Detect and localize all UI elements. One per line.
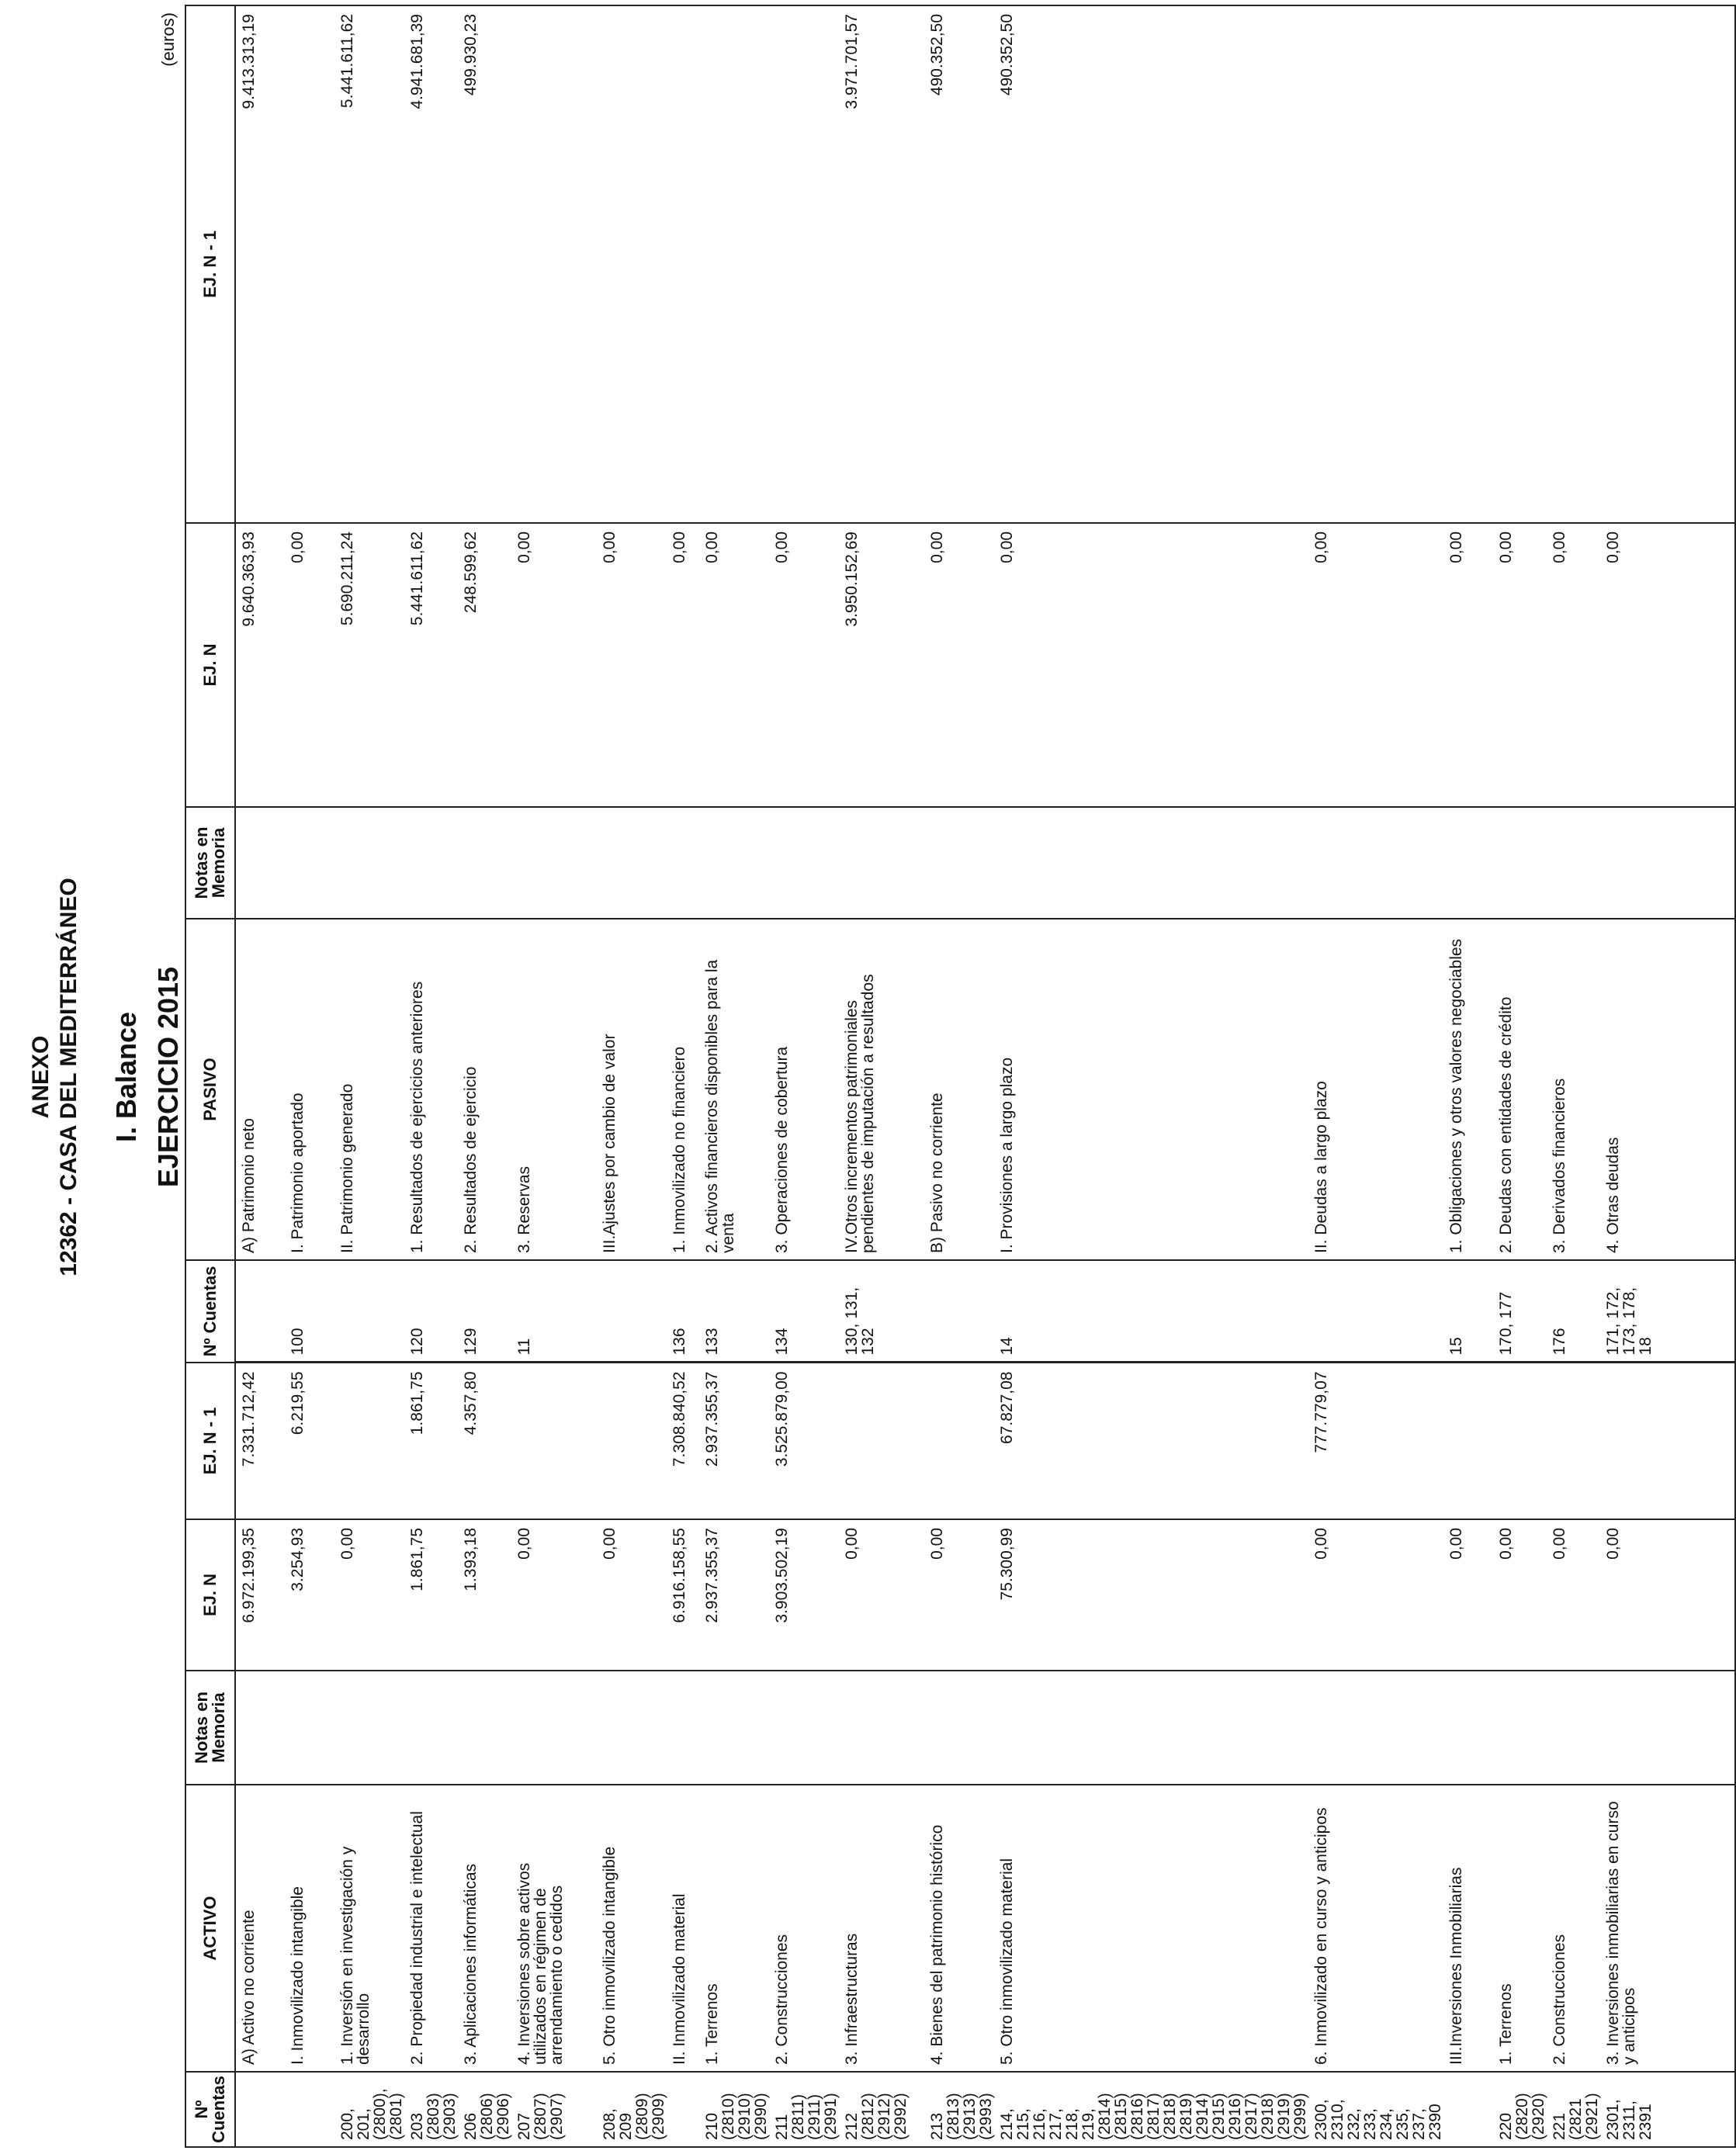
pasivo-ej-n1-cell	[667, 5, 699, 523]
activo-notas-cell	[334, 1671, 404, 1785]
activo-notas-cell	[769, 1671, 839, 1785]
activo-ej-n1-cell: 6.219,55	[285, 1363, 334, 1519]
pasivo-label-cell: 1. Resultados de ejercicios anteriores	[404, 919, 458, 1260]
activo-cuentas-cell: 207 (2807) (2907)	[511, 2072, 597, 2147]
activo-ej-n-cell: 0,00	[1600, 1519, 1686, 1671]
pasivo-ej-n-cell: 0,00	[285, 523, 334, 807]
table-row	[1443, 5, 1493, 2147]
pasivo-ej-n-cell: 0,00	[994, 523, 1308, 807]
activo-label-cell: II. Inmovilizado material	[667, 1785, 699, 2072]
balance-table	[185, 5, 1736, 2148]
table-row	[404, 5, 458, 2147]
pasivo-ej-n1-cell: 4.941.681,39	[404, 5, 458, 523]
pasivo-ej-n-cell: 248.599,62	[458, 523, 511, 807]
filler-cell	[1686, 1785, 1735, 2072]
pasivo-label-cell: IV.Otros incrementos patrimoniales pendientes de imputación a resultados	[839, 919, 924, 1260]
table-header-row	[185, 5, 235, 2147]
activo-label-cell: 2. Propiedad industrial e intelectual	[404, 1785, 458, 2072]
pasivo-cuentas-cell: 176	[1547, 1260, 1600, 1363]
activo-notas-cell	[994, 1671, 1308, 1785]
pasivo-notas-cell	[511, 807, 597, 919]
activo-label-cell: A) Activo no corriente	[235, 1785, 285, 2072]
col-header-pasivo-ej-n: EJ. N	[185, 523, 235, 807]
activo-cuentas-cell: 212 (2812) (2912) (2992)	[839, 2072, 924, 2147]
pasivo-notas-cell	[994, 807, 1308, 919]
activo-notas-cell	[699, 1671, 769, 1785]
pasivo-ej-n1-cell: 490.352,50	[924, 5, 994, 523]
pasivo-label-cell: II. Deudas a largo plazo	[1308, 919, 1443, 1260]
table-row	[667, 5, 699, 2147]
pasivo-ej-n1-cell	[285, 5, 334, 523]
pasivo-notas-cell	[1443, 807, 1493, 919]
pasivo-cuentas-cell: 134	[769, 1260, 839, 1363]
table-filler-row	[1686, 5, 1735, 2147]
pasivo-cuentas-cell	[334, 1260, 404, 1363]
pasivo-cuentas-cell	[235, 1260, 285, 1363]
col-header-activo-ej-n: EJ. N	[185, 1519, 235, 1671]
activo-notas-cell	[1493, 1671, 1547, 1785]
activo-cuentas-cell: 211 (2811) (2911) (2991)	[769, 2072, 839, 2147]
pasivo-label-cell: 4. Otras deudas	[1600, 919, 1686, 1260]
activo-notas-cell	[511, 1671, 597, 1785]
col-header-activo-ej-n1: EJ. N - 1	[185, 1363, 235, 1519]
activo-label-cell: 4. Bienes del patrimonio histórico	[924, 1785, 994, 2072]
activo-ej-n1-cell: 2.937.355,37	[699, 1363, 769, 1519]
pasivo-notas-cell	[285, 807, 334, 919]
activo-cuentas-cell: 221 (2821 (2921)	[1547, 2072, 1600, 2147]
pasivo-notas-cell	[924, 807, 994, 919]
pasivo-label-cell: I. Patrimonio aportado	[285, 919, 334, 1260]
pasivo-ej-n1-cell	[1443, 5, 1493, 523]
activo-ej-n1-cell	[334, 1363, 404, 1519]
pasivo-ej-n1-cell: 5.441.611,62	[334, 5, 404, 523]
activo-ej-n-cell: 0,00	[1308, 1519, 1443, 1671]
col-header-pasivo: PASIVO	[185, 919, 235, 1260]
activo-label-cell: 6. Inmovilizado en curso y anticipos	[1308, 1785, 1443, 2072]
pasivo-label-cell: 3. Operaciones de cobertura	[769, 919, 839, 1260]
pasivo-ej-n1-cell	[1308, 5, 1443, 523]
activo-label-cell: 2. Construcciones	[769, 1785, 839, 2072]
activo-label-cell: 4. Inversiones sobre activos utilizados en régimen de arrendamiento o cedidos	[511, 1785, 597, 2072]
pasivo-ej-n1-cell	[1600, 5, 1686, 523]
col-header-activo-notas: Notas en Memoria	[185, 1671, 235, 1785]
table-row	[1308, 5, 1443, 2147]
activo-ej-n-cell: 0,00	[839, 1519, 924, 1671]
table-row	[839, 5, 924, 2147]
pasivo-label-cell: 1. Obligaciones y otros valores negociables	[1443, 919, 1493, 1260]
pasivo-cuentas-cell: 171, 172, 173, 178, 18	[1600, 1260, 1686, 1363]
activo-notas-cell	[1443, 1671, 1493, 1785]
filler-cell	[1686, 919, 1735, 1260]
pasivo-cuentas-cell: 14	[994, 1260, 1308, 1363]
pasivo-notas-cell	[1308, 807, 1443, 919]
activo-cuentas-cell: 2301, 2311, 2391	[1600, 2072, 1686, 2147]
pasivo-cuentas-cell: 100	[285, 1260, 334, 1363]
activo-notas-cell	[1600, 1671, 1686, 1785]
table-row	[769, 5, 839, 2147]
activo-ej-n-cell: 0,00	[924, 1519, 994, 1671]
pasivo-ej-n-cell: 0,00	[511, 523, 597, 807]
pasivo-ej-n1-cell	[769, 5, 839, 523]
table-row	[1547, 5, 1600, 2147]
activo-label-cell: 1. Terrenos	[699, 1785, 769, 2072]
pasivo-notas-cell	[769, 807, 839, 919]
col-header-pasivo-cuentas: Nº Cuentas	[185, 1260, 235, 1363]
pasivo-ej-n-cell: 0,00	[924, 523, 994, 807]
activo-notas-cell	[1308, 1671, 1443, 1785]
pasivo-ej-n-cell: 0,00	[1443, 523, 1493, 807]
pasivo-cuentas-cell: 129	[458, 1260, 511, 1363]
table-row	[1493, 5, 1547, 2147]
doc-units-note: (euros)	[158, 12, 178, 67]
pasivo-ej-n1-cell: 3.971.701,57	[839, 5, 924, 523]
activo-ej-n1-cell: 67.827,08	[994, 1363, 1308, 1519]
table-row	[1600, 5, 1686, 2147]
filler-cell	[1686, 5, 1735, 523]
pasivo-notas-cell	[1547, 807, 1600, 919]
activo-ej-n1-cell	[597, 1363, 667, 1519]
pasivo-label-cell: 2. Deudas con entidades de crédito	[1493, 919, 1547, 1260]
pasivo-notas-cell	[235, 807, 285, 919]
activo-label-cell: 1. Inversión en investigación y desarrollo	[334, 1785, 404, 2072]
pasivo-label-cell: I. Provisiones a largo plazo	[994, 919, 1308, 1260]
activo-cuentas-cell: 210 (2810) (2910) (2990)	[699, 2072, 769, 2147]
activo-ej-n1-cell	[1547, 1363, 1600, 1519]
pasivo-ej-n-cell: 0,00	[699, 523, 769, 807]
pasivo-cuentas-cell: 15	[1443, 1260, 1493, 1363]
activo-label-cell: 3. Infraestructuras	[839, 1785, 924, 2072]
activo-label-cell: 5. Otro inmovilizado intangible	[597, 1785, 667, 2072]
pasivo-cuentas-cell: 136	[667, 1260, 699, 1363]
pasivo-label-cell: 3. Reservas	[511, 919, 597, 1260]
activo-label-cell: 5. Otro inmovilizado material	[994, 1785, 1308, 2072]
activo-cuentas-cell	[1443, 2072, 1493, 2147]
activo-ej-n1-cell: 1.861,75	[404, 1363, 458, 1519]
activo-ej-n1-cell: 7.308.840,52	[667, 1363, 699, 1519]
activo-ej-n-cell: 0,00	[334, 1519, 404, 1671]
activo-notas-cell	[839, 1671, 924, 1785]
col-header-pasivo-ej-n1: EJ. N - 1	[185, 5, 235, 523]
table-row	[235, 5, 285, 2147]
activo-ej-n1-cell	[1443, 1363, 1493, 1519]
activo-notas-cell	[667, 1671, 699, 1785]
pasivo-ej-n-cell: 0,00	[667, 523, 699, 807]
activo-cuentas-cell: 203 (2803) (2903)	[404, 2072, 458, 2147]
pasivo-notas-cell	[1600, 807, 1686, 919]
doc-fiscal-year: EJERCICIO 2015	[152, 966, 184, 1188]
activo-notas-cell	[597, 1671, 667, 1785]
activo-ej-n-cell: 0,00	[511, 1519, 597, 1671]
activo-ej-n-cell: 0,00	[1547, 1519, 1600, 1671]
pasivo-ej-n-cell: 0,00	[1308, 523, 1443, 807]
col-header-activo-cuentas: Nº Cuentas	[185, 2072, 235, 2147]
pasivo-cuentas-cell: 170, 177	[1493, 1260, 1547, 1363]
filler-cell	[1686, 523, 1735, 807]
pasivo-cuentas-cell: 133	[699, 1260, 769, 1363]
table-row	[334, 5, 404, 2147]
filler-cell	[1686, 1671, 1735, 1785]
pasivo-cuentas-cell: 120	[404, 1260, 458, 1363]
activo-label-cell: 2. Construcciones	[1547, 1785, 1600, 2072]
pasivo-ej-n-cell: 0,00	[1600, 523, 1686, 807]
activo-ej-n1-cell	[1493, 1363, 1547, 1519]
activo-ej-n-cell: 2.937.355,37	[699, 1519, 769, 1671]
activo-ej-n-cell: 6.972.199,35	[235, 1519, 285, 1671]
activo-label-cell: III.Inversiones Inmobiliarias	[1443, 1785, 1493, 2072]
table-row	[597, 5, 667, 2147]
activo-label-cell: 3. Aplicaciones informáticas	[458, 1785, 511, 2072]
filler-cell	[1686, 1519, 1735, 1671]
pasivo-notas-cell	[334, 807, 404, 919]
activo-ej-n1-cell: 4.357,80	[458, 1363, 511, 1519]
activo-cuentas-cell	[285, 2072, 334, 2147]
col-header-pasivo-notas: Notas en Memoria	[185, 807, 235, 919]
activo-cuentas-cell	[235, 2072, 285, 2147]
activo-notas-cell	[458, 1671, 511, 1785]
activo-ej-n-cell: 3.903.502,19	[769, 1519, 839, 1671]
activo-notas-cell	[924, 1671, 994, 1785]
pasivo-ej-n-cell: 3.950.152,69	[839, 523, 924, 807]
activo-label-cell: I. Inmovilizado intangible	[285, 1785, 334, 2072]
pasivo-ej-n1-cell: 490.352,50	[994, 5, 1308, 523]
pasivo-label-cell: II. Patrimonio generado	[334, 919, 404, 1260]
pasivo-label-cell: III.Ajustes por cambio de valor	[597, 919, 667, 1260]
activo-notas-cell	[404, 1671, 458, 1785]
pasivo-notas-cell	[699, 807, 769, 919]
activo-cuentas-cell: 2300, 2310, 232, 233, 234, 235, 237, 2390	[1308, 2072, 1443, 2147]
pasivo-label-cell: 3. Derivados financieros	[1547, 919, 1600, 1260]
activo-ej-n1-cell	[511, 1363, 597, 1519]
activo-label-cell: 1. Terrenos	[1493, 1785, 1547, 2072]
table-row	[458, 5, 511, 2147]
pasivo-ej-n-cell: 5.690.211,24	[334, 523, 404, 807]
activo-ej-n1-cell	[924, 1363, 994, 1519]
activo-ej-n-cell: 0,00	[597, 1519, 667, 1671]
doc-annex-heading: ANEXO	[28, 1035, 54, 1119]
pasivo-cuentas-cell: 11	[511, 1260, 597, 1363]
activo-cuentas-cell: 206 (2806) (2906)	[458, 2072, 511, 2147]
pasivo-ej-n1-cell	[1547, 5, 1600, 523]
activo-ej-n-cell: 6.916.158,55	[667, 1519, 699, 1671]
pasivo-cuentas-cell	[1308, 1260, 1443, 1363]
pasivo-ej-n-cell: 5.441.611,62	[404, 523, 458, 807]
table-row	[511, 5, 597, 2147]
pasivo-notas-cell	[667, 807, 699, 919]
activo-ej-n1-cell: 7.331.712,42	[235, 1363, 285, 1519]
activo-ej-n-cell: 1.393,18	[458, 1519, 511, 1671]
pasivo-ej-n1-cell	[511, 5, 597, 523]
activo-notas-cell	[1547, 1671, 1600, 1785]
activo-cuentas-cell: 213 (2813) (2913) (2993)	[924, 2072, 994, 2147]
pasivo-label-cell: 2. Resultados de ejercicio	[458, 919, 511, 1260]
filler-cell	[1686, 2072, 1735, 2147]
activo-ej-n1-cell: 777.779,07	[1308, 1363, 1443, 1519]
pasivo-ej-n1-cell	[1493, 5, 1547, 523]
table-row	[699, 5, 769, 2147]
activo-ej-n-cell: 75.300,99	[994, 1519, 1308, 1671]
activo-cuentas-cell: 208, 209 (2809) (2909)	[597, 2072, 667, 2147]
activo-ej-n-cell: 0,00	[1443, 1519, 1493, 1671]
pasivo-ej-n-cell: 0,00	[597, 523, 667, 807]
activo-ej-n1-cell	[839, 1363, 924, 1519]
pasivo-ej-n-cell: 9.640.363,93	[235, 523, 285, 807]
filler-cell	[1686, 1260, 1735, 1363]
pasivo-cuentas-cell: 130, 131, 132	[839, 1260, 924, 1363]
pasivo-label-cell: 1. Inmovilizado no financiero	[667, 919, 699, 1260]
pasivo-label-cell: B) Pasivo no corriente	[924, 919, 994, 1260]
pasivo-notas-cell	[458, 807, 511, 919]
pasivo-ej-n1-cell	[699, 5, 769, 523]
activo-cuentas-cell: 220 (2820) (2920)	[1493, 2072, 1547, 2147]
pasivo-cuentas-cell	[924, 1260, 994, 1363]
filler-cell	[1686, 1363, 1735, 1519]
pasivo-ej-n-cell: 0,00	[769, 523, 839, 807]
table-row	[285, 5, 334, 2147]
activo-cuentas-cell: 200, 201, (2800), (2801)	[334, 2072, 404, 2147]
activo-ej-n1-cell: 3.525.879,00	[769, 1363, 839, 1519]
pasivo-ej-n-cell: 0,00	[1547, 523, 1600, 807]
pasivo-label-cell: 2. Activos financieros disponibles para la venta	[699, 919, 769, 1260]
col-header-activo: ACTIVO	[185, 1785, 235, 2072]
activo-ej-n-cell: 3.254,93	[285, 1519, 334, 1671]
filler-cell	[1686, 807, 1735, 919]
pasivo-ej-n1-cell: 499.930,23	[458, 5, 511, 523]
table-row	[994, 5, 1308, 2147]
activo-ej-n1-cell	[1600, 1363, 1686, 1519]
pasivo-notas-cell	[404, 807, 458, 919]
doc-section-title: I. Balance	[110, 1011, 142, 1143]
pasivo-notas-cell	[839, 807, 924, 919]
pasivo-ej-n1-cell: 9.413.313,19	[235, 5, 285, 523]
activo-ej-n-cell: 1.861,75	[404, 1519, 458, 1671]
pasivo-notas-cell	[1493, 807, 1547, 919]
pasivo-cuentas-cell	[597, 1260, 667, 1363]
activo-cuentas-cell	[667, 2072, 699, 2147]
activo-notas-cell	[285, 1671, 334, 1785]
pasivo-ej-n1-cell	[597, 5, 667, 523]
pasivo-notas-cell	[597, 807, 667, 919]
activo-ej-n-cell: 0,00	[1493, 1519, 1547, 1671]
table-row	[924, 5, 994, 2147]
pasivo-label-cell: A) Patrimonio neto	[235, 919, 285, 1260]
activo-cuentas-cell: 214, 215, 216, 217, 218, 219, (2814) (2815) (2816) (2817) (2818) (2819) (2914) (2915) (2916) (2917) (2918) (2919) (2999)	[994, 2072, 1308, 2147]
activo-label-cell: 3. Inversiones inmobiliarias en curso y anticipos	[1600, 1785, 1686, 2072]
activo-notas-cell	[235, 1671, 285, 1785]
pasivo-ej-n-cell: 0,00	[1493, 523, 1547, 807]
doc-entity-title: 12362 - CASA DEL MEDITERRÁNEO	[56, 878, 81, 1276]
